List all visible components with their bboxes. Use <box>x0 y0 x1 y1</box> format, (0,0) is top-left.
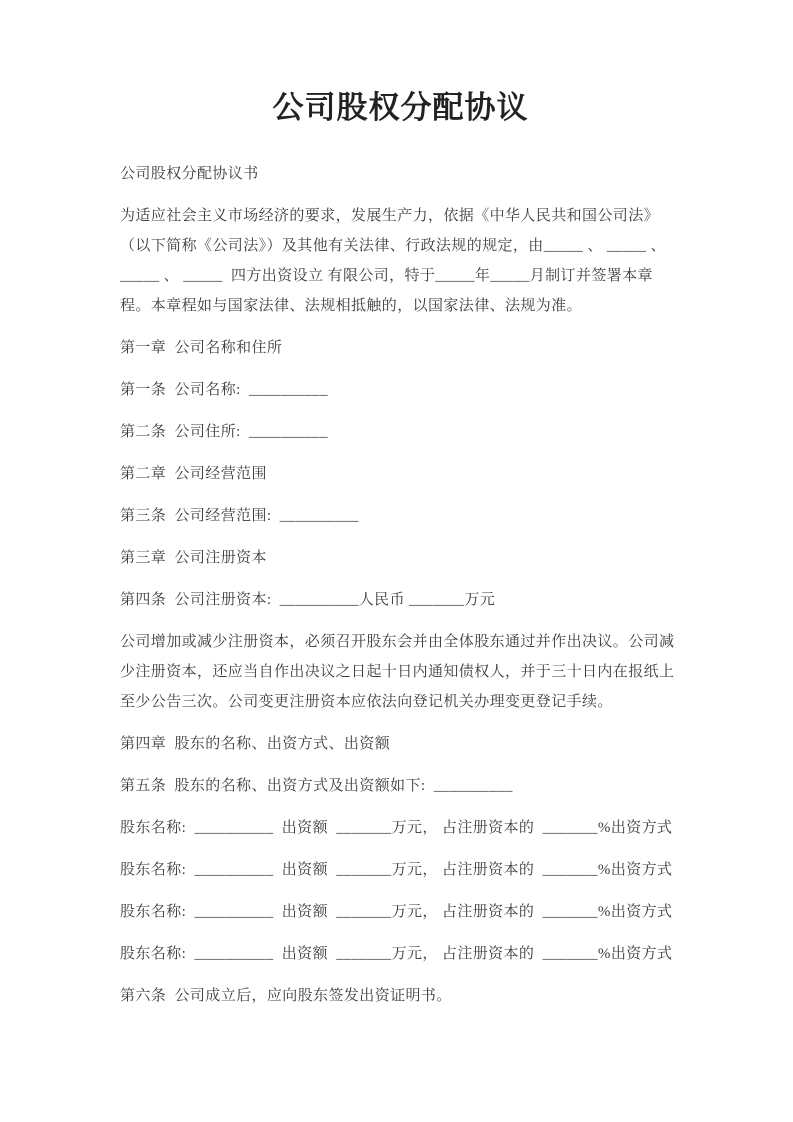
preamble-paragraph: 为适应社会主义市场经济的要求，发展生产力，依据《中华人民共和国公司法》（以下简称《公司法》）及其他有关法律、行政法规的规定，由_____ 、 _____ 、 _____ 、 _____ 四方出资设立 有限公司，特于_____年_____月制订并签署本章程。本章程如与国家法律、法规相抵触的，以国家法律、法规为准。 <box>120 208 671 314</box>
doc-subtitle: 公司股权分配协议书 <box>120 166 259 182</box>
article-3-line: 第三条 公司经营范围: __________ <box>120 508 359 524</box>
document-title: 公司股权分配协议 <box>272 90 529 125</box>
chapter-1-heading: 第一章 公司名称和住所 <box>120 340 283 356</box>
article-6-line: 第六条 公司成立后，应向股东签发出资证明书。 <box>120 988 452 1004</box>
chapter-2-heading: 第二章 公司经营范围 <box>120 466 267 482</box>
article-2-line: 第二条 公司住所: __________ <box>120 424 328 440</box>
shareholder-row: 股东名称: __________ 出资额 _______万元， 占注册资本的 _______%出资方式 <box>120 946 673 962</box>
shareholder-row: 股东名称: __________ 出资额 _______万元， 占注册资本的 _______%出资方式 <box>120 820 673 836</box>
article-5-line: 第五条 股东的名称、出资方式及出资额如下: __________ <box>120 778 513 794</box>
shareholder-row: 股东名称: __________ 出资额 _______万元， 占注册资本的 _______%出资方式 <box>120 862 673 878</box>
article-4-line: 第四条 公司注册资本: __________人民币 _______万元 <box>120 592 496 608</box>
capital-change-paragraph: 公司增加或减少注册资本，必须召开股东会并由全体股东通过并作出决议。公司减少注册资本，还应当自作出决议之日起十日内通知债权人，并于三十日内在报纸上至少公告三次。公司变更注册资本应依法向登记机关办理变更登记手续。 <box>120 634 675 710</box>
chapter-3-heading: 第三章 公司注册资本 <box>120 550 267 566</box>
chapter-4-heading: 第四章 股东的名称、出资方式、出资额 <box>120 736 391 752</box>
article-1-line: 第一条 公司名称: __________ <box>120 382 328 398</box>
shareholder-row: 股东名称: __________ 出资额 _______万元， 占注册资本的 _______%出资方式 <box>120 904 673 920</box>
